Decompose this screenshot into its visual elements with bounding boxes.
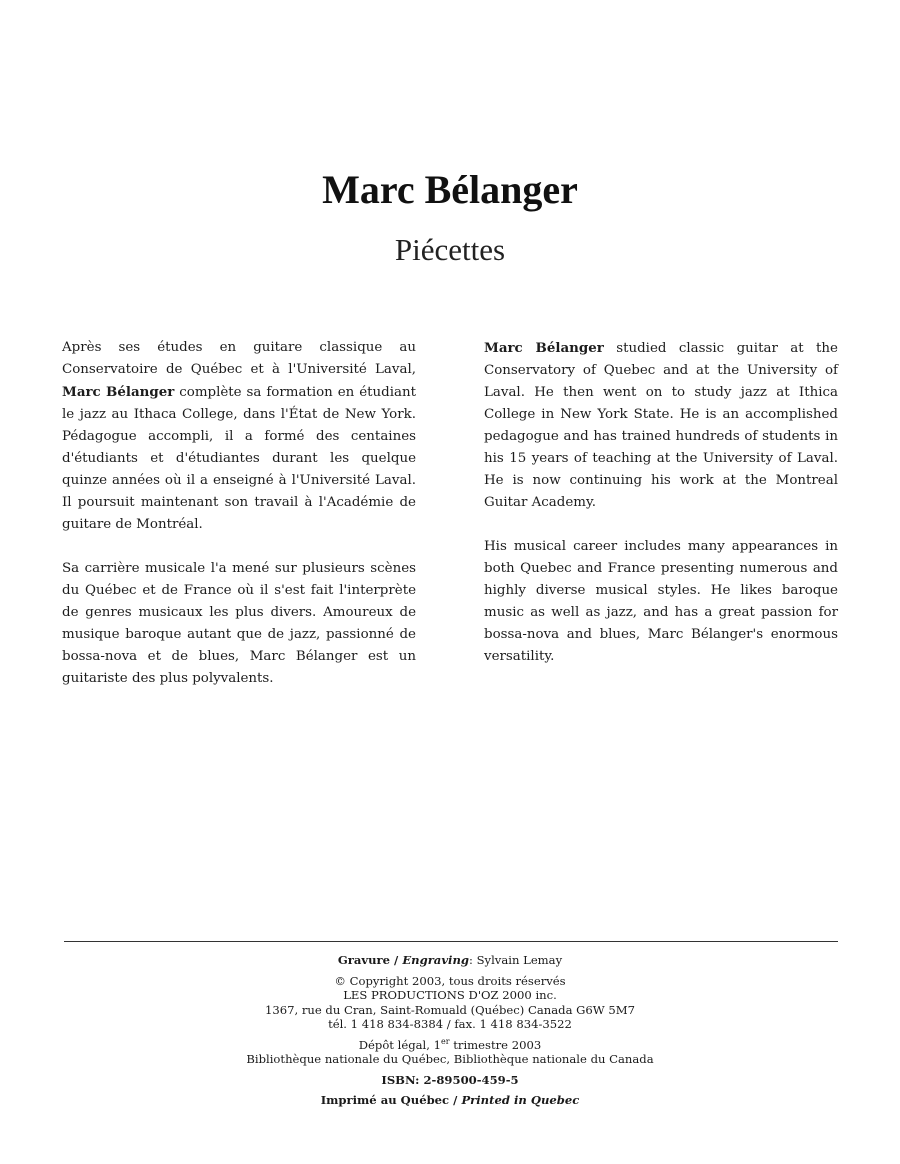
colophon — [0, 953, 900, 1108]
engraving-credit — [0, 953, 900, 968]
page-subtitle: Piécettes — [394, 232, 506, 267]
phone-line: tél. 1 418 834-8384 / fax. 1 418 834-3522 — [328, 1017, 572, 1031]
engraving-name: : Sylvain Lemay — [469, 953, 563, 967]
english-paragraph-1 — [484, 337, 838, 514]
printed-separator: / — [449, 1093, 462, 1107]
english-paragraph-2: His musical career includes many appearances in both Quebec and France presenting numerous and highly diverse musical styles. He likes baroque music as well as jazz, and has a great passion for bossa-nova and blues, Marc Bélanger's enormous versatility. — [484, 539, 838, 664]
engraving-label-en: Engraving — [402, 953, 469, 967]
engraving-label-fr: Gravure — [337, 953, 391, 967]
printed-fr: Imprimé au Québec — [320, 1093, 450, 1107]
printed-en: Printed in Quebec — [461, 1093, 580, 1107]
french-paragraph-2: Sa carrière musicale l'a mené sur plusieurs scènes du Québec et de France où il s'est fait l'interprète de genres musicaux les plus divers. Amoureux de musique baroque autant que de jazz, passionné de bossa-nova et de blues, Marc Bélanger est un guitariste des plus polyvalents. — [62, 561, 416, 686]
publisher-line: LES PRODUCTIONS D'OZ 2000 inc. — [343, 988, 557, 1002]
legal-deposit-line — [0, 1038, 900, 1053]
address-line: 1367, rue du Cran, Saint-Romuald (Québec) Canada G6W 5M7 — [264, 1002, 636, 1017]
copyright-line: © Copyright 2003, tous droits réservés — [334, 973, 566, 988]
english-p1-name: Marc Bélanger — [484, 340, 604, 356]
french-p1-intro: Après ses études en guitare classique au Conservatoire de Québec et à l'Université Laval, — [62, 340, 416, 377]
legal-deposit-sup: er — [441, 1036, 450, 1046]
legal-deposit-a: Dépôt légal, 1 — [358, 1037, 442, 1052]
engraving-separator: / — [390, 953, 403, 967]
french-p1-rest: complète sa formation en étudiant le jazz au Ithaca College, dans l'État de New York. Pédagogue accompli, il a formé des centaines d'étudiants et d'étudiantes durant les quelque quinze années où il a enseigné à l'Université Laval. Il poursuit maintenant son travail à l'Académie de guitare de Montréal. — [62, 385, 416, 532]
english-p1-rest: studied classic guitar at the Conservatory of Quebec and at the University of Laval. He then went on to study jazz at Ithica College in New York State. He is an accomplished pedagogue and has trained hundreds of students in his 15 years of teaching at the University of Laval. He is now continuing his work at the Montreal Guitar Academy. — [484, 341, 838, 510]
english-biography — [484, 337, 838, 690]
legal-deposit-b: trimestre 2003 — [449, 1037, 542, 1052]
french-biography — [62, 337, 416, 712]
printed-line — [0, 1093, 900, 1108]
isbn-line: ISBN: 2-89500-459-5 — [381, 1072, 519, 1087]
french-p1-name: Marc Bélanger — [62, 384, 175, 400]
french-paragraph-1 — [62, 337, 416, 536]
libraries-line: Bibliothèque nationale du Québec, Bibliothèque nationale du Canada — [246, 1052, 654, 1066]
page-title: Marc Bélanger — [322, 167, 578, 212]
horizontal-divider — [64, 941, 838, 942]
